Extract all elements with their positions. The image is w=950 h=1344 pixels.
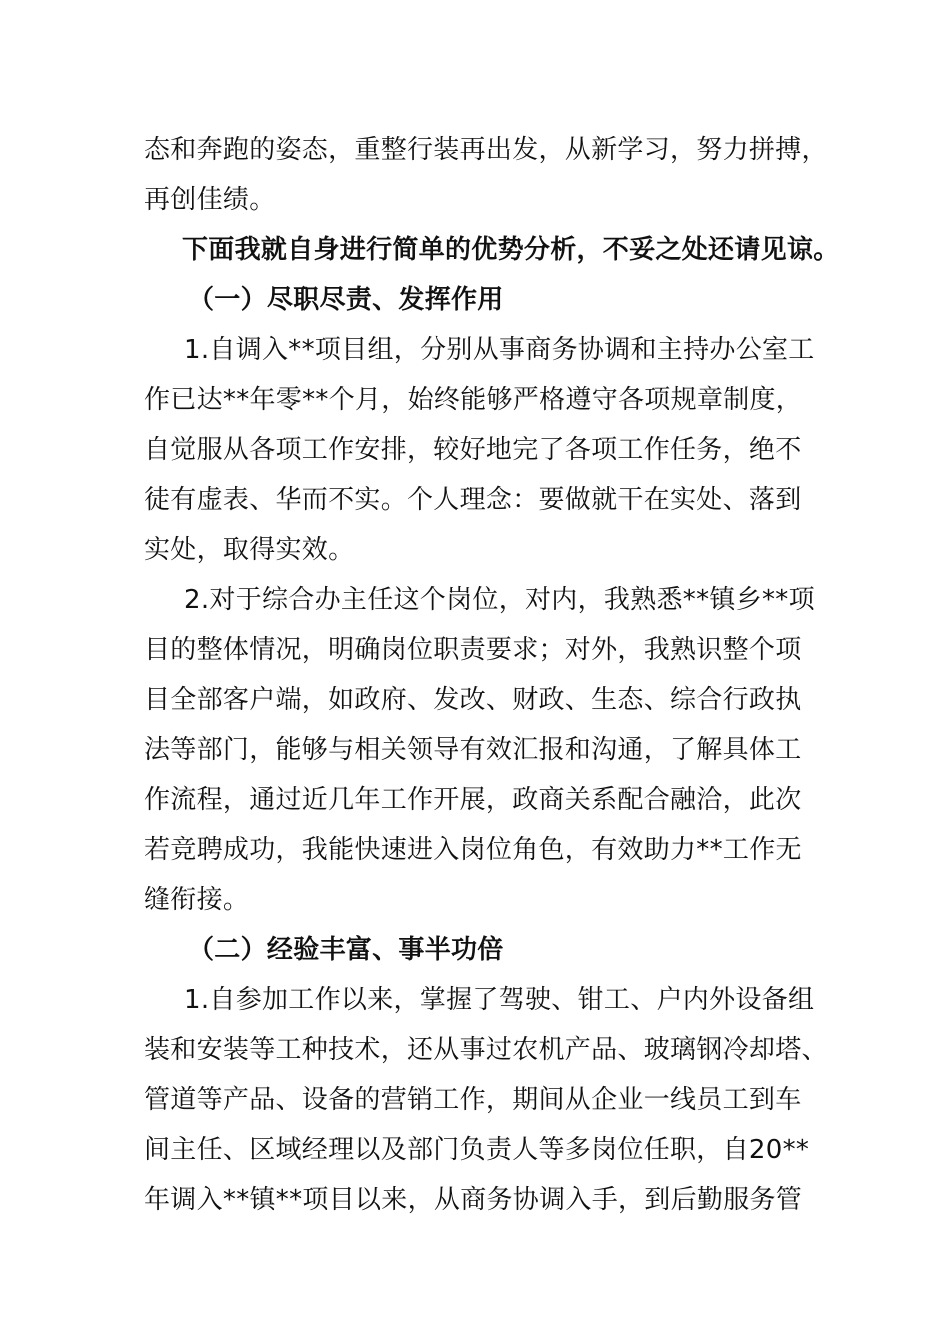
paragraph-line: 装和安装等工种技术，还从事过农机产品、玻璃钢冷却塔、 <box>144 1035 828 1065</box>
paragraph-line: 年调入**镇**项目以来，从商务协调入手，到后勤服务管 <box>144 1185 803 1215</box>
section-heading: （二）经验丰富、事半功倍 <box>188 935 504 965</box>
paragraph-line: 自觉服从各项工作安排，较好地完了各项工作任务，绝不 <box>144 435 802 465</box>
paragraph-line: 缝衔接。 <box>144 885 250 915</box>
paragraph-line: 目的整体情况，明确岗位职责要求；对外，我熟识整个项 <box>144 635 802 665</box>
intro-statement: 下面我就自身进行简单的优势分析，不妥之处还请见谅。 <box>182 235 840 265</box>
paragraph-line: 若竞聘成功，我能快速进入岗位角色，有效助力**工作无 <box>144 835 802 865</box>
paragraph-line: 实处，取得实效。 <box>144 535 355 565</box>
paragraph-line: 管道等产品、设备的营销工作，期间从企业一线员工到车 <box>144 1085 802 1115</box>
document-body <box>144 125 840 1225</box>
paragraph-line: 态和奔跑的姿态，重整行装再出发，从新学习，努力拼搏， <box>144 135 828 165</box>
paragraph-line: 目全部客户端，如政府、发改、财政、生态、综合行政执 <box>144 685 802 715</box>
paragraph-line: 徒有虚表、华而不实。个人理念：要做就干在实处、落到 <box>144 485 802 515</box>
paragraph-line: 再创佳绩。 <box>144 185 276 215</box>
paragraph-line: 间主任、区域经理以及部门负责人等多岗位任职，自20** <box>144 1135 810 1165</box>
paragraph-line: 作流程，通过近几年工作开展，政商关系配合融洽，此次 <box>144 785 802 815</box>
paragraph-line: 作已达**年零**个月，始终能够严格遵守各项规章制度， <box>144 385 803 415</box>
paragraph-line: 1.自参加工作以来，掌握了驾驶、钳工、户内外设备组 <box>184 985 815 1015</box>
paragraph-line: 法等部门，能够与相关领导有效汇报和沟通，了解具体工 <box>144 735 802 765</box>
paragraph-line: 2.对于综合办主任这个岗位，对内，我熟悉**镇乡**项 <box>184 585 815 615</box>
paragraph-line: 1.自调入**项目组，分别从事商务协调和主持办公室工 <box>184 335 815 365</box>
section-heading: （一）尽职尽责、发挥作用 <box>188 285 504 315</box>
